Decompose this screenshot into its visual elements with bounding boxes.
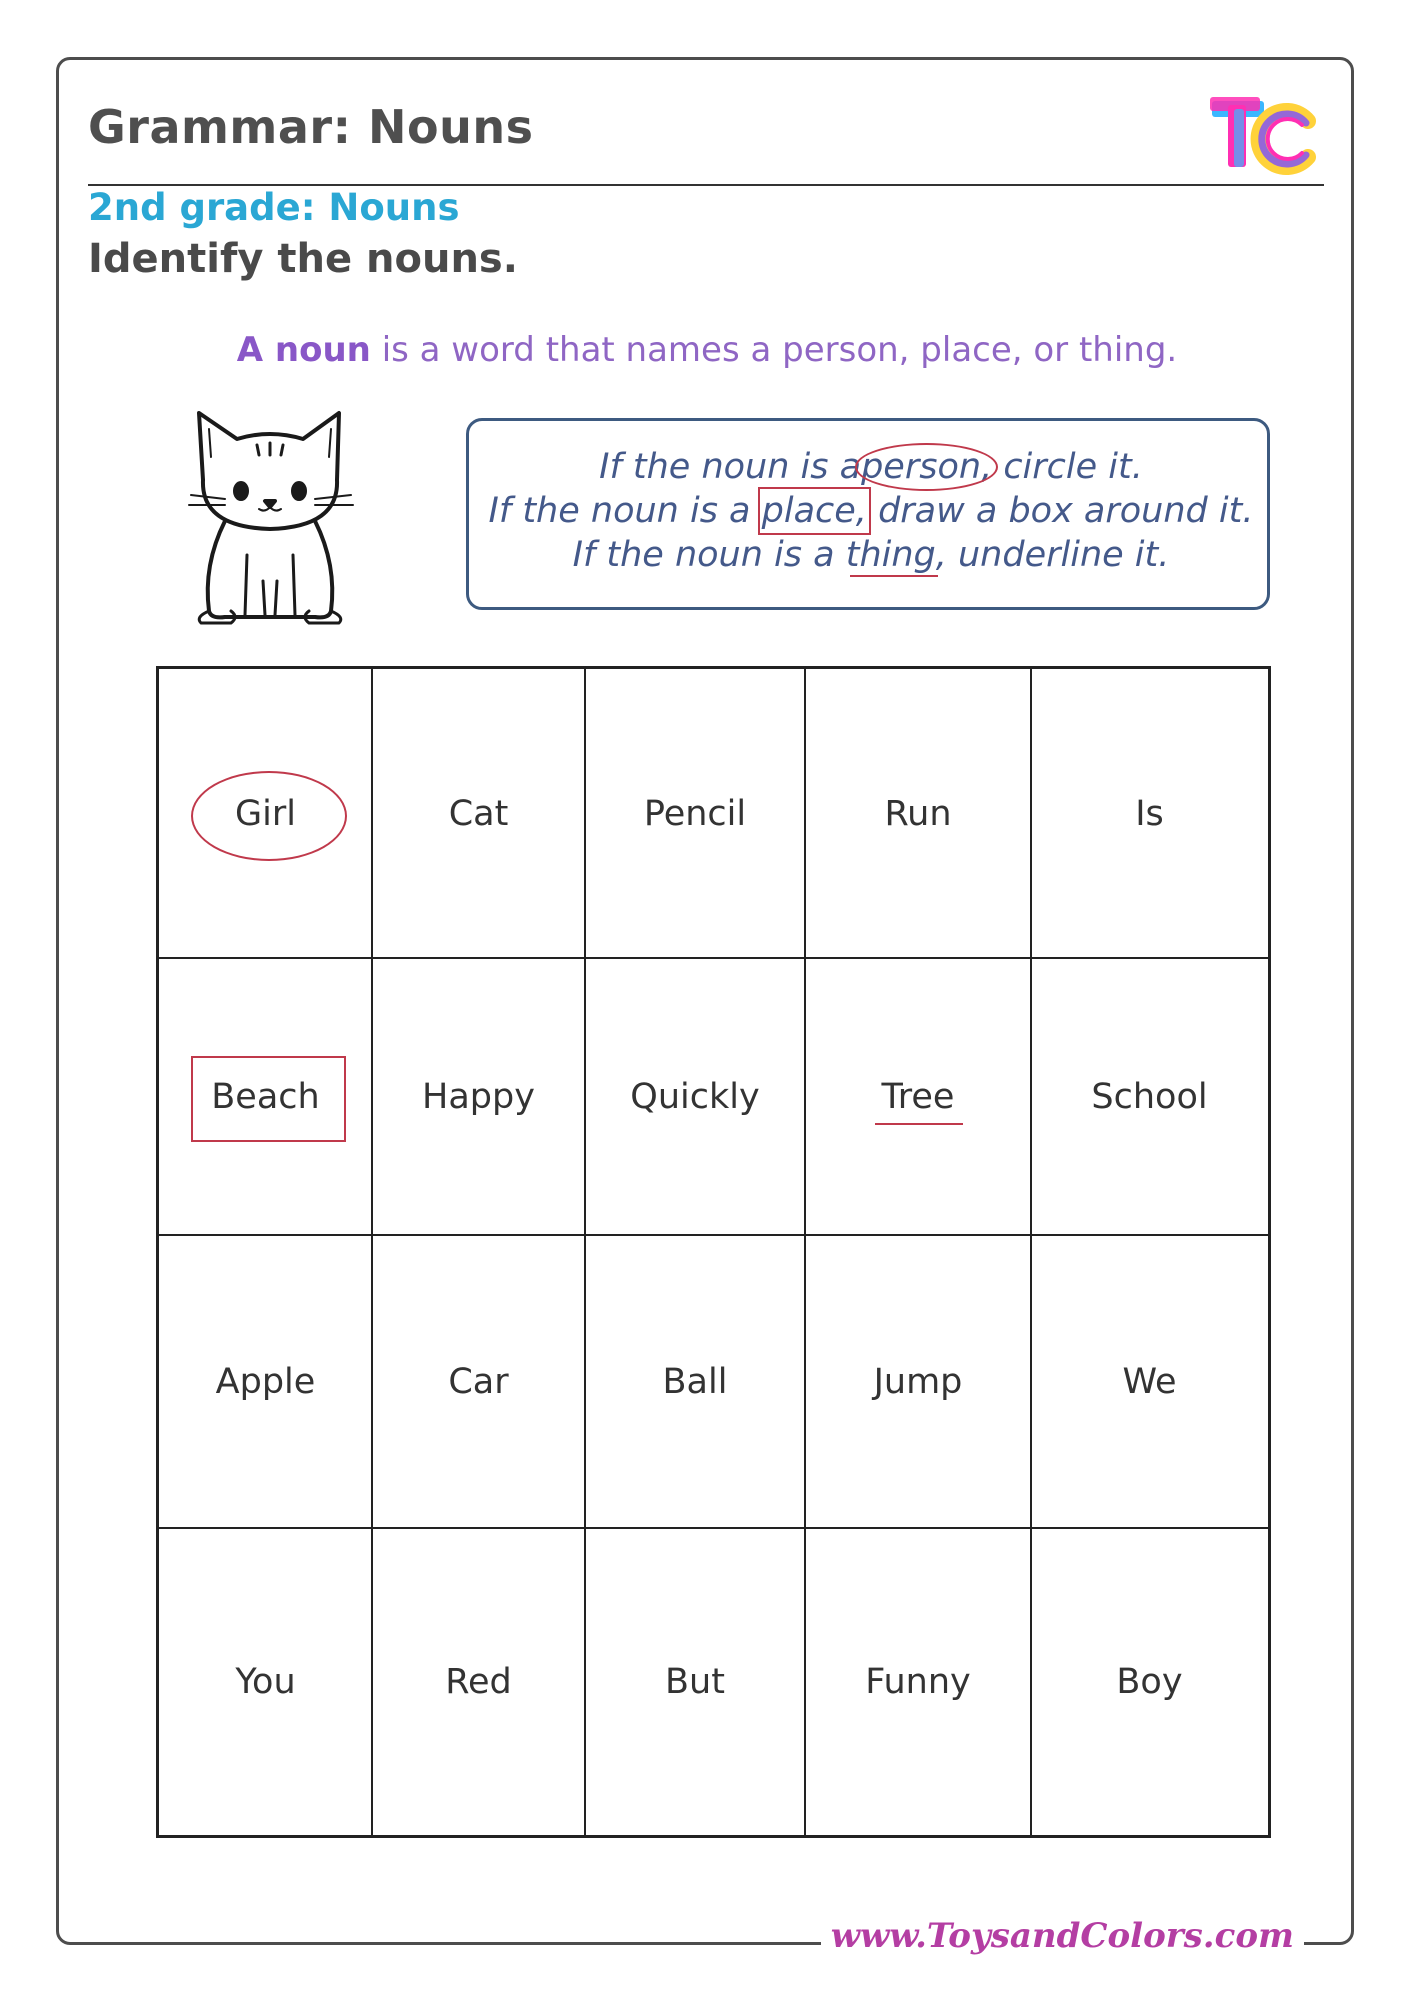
word-label: But [665,1661,725,1702]
word-label: Boy [1116,1661,1183,1702]
definition-text: is a word that names a person, place, or thing. [370,330,1178,370]
underline-example-mark: thing [845,535,936,575]
grade-label: 2nd grade: Nouns [88,186,460,229]
definition-lead: A noun [236,330,371,370]
page-title: Grammar: Nouns [88,100,534,154]
word-cell[interactable] [585,958,805,1235]
word-label: Red [445,1661,512,1702]
word-label: Is [1135,793,1164,834]
noun-word-grid [156,666,1271,1838]
instruction-rules-box [466,418,1270,610]
example-underline-mark [875,1123,963,1125]
word-cell[interactable] [805,958,1031,1235]
word-cell[interactable] [585,1528,805,1835]
word-label: Run [884,793,952,834]
word-label: Girl [235,793,296,834]
word-label: Funny [865,1661,971,1702]
word-cell[interactable] [372,1528,585,1835]
rule-person: If the noun is aperson, circle it. [599,447,1143,487]
word-cell[interactable] [805,1528,1031,1835]
circle-example-mark: person, [861,447,993,487]
word-cell[interactable] [1031,1235,1268,1528]
word-cell[interactable] [1031,958,1268,1235]
instruction: Identify the nouns. [88,236,518,282]
word-cell[interactable] [1031,1528,1268,1835]
word-label: Tree [881,1076,955,1117]
footer [0,1916,1414,1966]
word-cell[interactable] [372,669,585,958]
website-url[interactable]: www.ToysandColors.com [821,1916,1304,1956]
word-cell[interactable] [805,669,1031,958]
cat-illustration-icon [185,405,355,625]
word-label: Cat [448,793,509,834]
word-label: Jump [873,1361,963,1402]
word-cell[interactable] [372,958,585,1235]
word-label: Car [448,1361,509,1402]
word-cell[interactable] [159,1235,372,1528]
word-cell[interactable] [159,958,372,1235]
word-label: Beach [211,1076,320,1117]
word-cell[interactable] [1031,669,1268,958]
word-cell[interactable] [159,1528,372,1835]
word-label: Apple [215,1361,316,1402]
toys-and-colors-logo-icon [1210,95,1320,175]
word-label: You [235,1661,296,1702]
word-label: School [1091,1076,1208,1117]
word-cell[interactable] [585,669,805,958]
word-label: Ball [662,1361,728,1402]
word-cell[interactable] [805,1235,1031,1528]
word-label: Quickly [630,1076,760,1117]
word-label: Happy [422,1076,535,1117]
word-label: We [1122,1361,1177,1402]
word-label: Pencil [643,793,747,834]
word-cell[interactable] [372,1235,585,1528]
word-cell[interactable] [585,1235,805,1528]
rule-thing: If the noun is a thing, underline it. [572,535,1170,575]
noun-definition [0,330,1414,370]
word-cell[interactable] [159,669,372,958]
rule-place: If the noun is a place, draw a box around it. [488,491,1254,531]
box-example-mark: place, [761,491,867,531]
